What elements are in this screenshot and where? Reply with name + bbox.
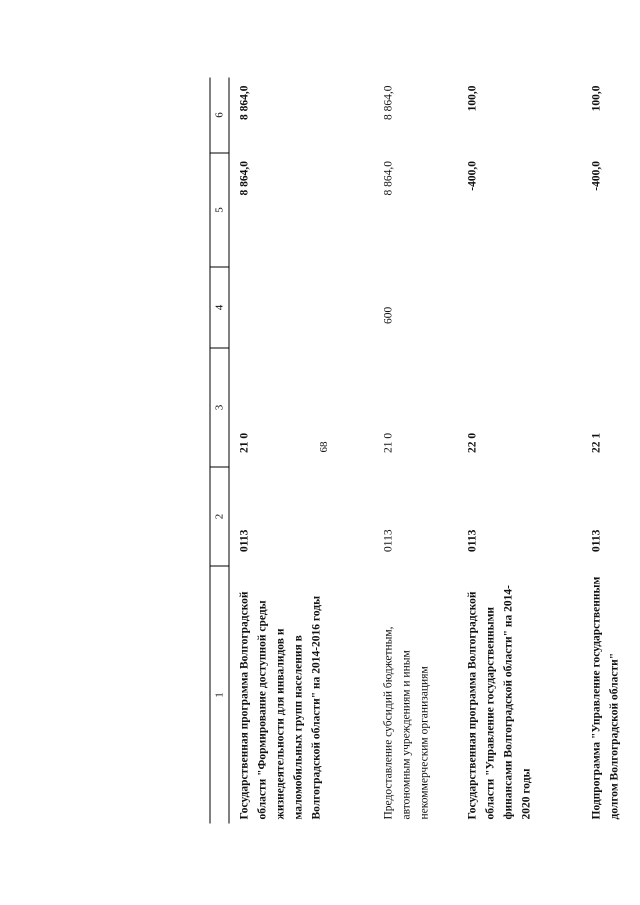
table-row [229,77,366,823]
row-name: Государственная программа Волгоградской области "Управление государственными финансами Волгоградской области" на 2014-2020 годы [466,584,533,819]
col-header-6: 6 [210,77,229,153]
row-name: Подпрограмма "Управление государственным долгом Волгоградской области" [590,576,621,819]
col-header-2: 2 [210,467,229,566]
row-amount-total: 8 864,0 [382,85,395,120]
row-program: 21 0 [238,432,251,453]
row-expense-type [574,267,640,348]
row-expense-type [229,267,366,348]
col-header-5: 5 [210,153,229,267]
col-header-1: 1 [210,566,229,824]
row-name: Государственная программа Волгоградской области "Формирование доступной среды жизнедеятельности для инвалидов и маломобильных групп населения в Волгоградской области" на 2014-2016 годы [238,590,323,819]
table-row [450,77,574,823]
row-amount-total: 100,0 [466,85,479,111]
row-program: 22 0 [466,432,479,453]
row-name: Предоставление субсидий бюджетным, автономным учреждениям и иным некоммерческим организациям [382,625,431,819]
row-amount-change: -400,0 [590,160,603,191]
row-code: 0113 [238,529,251,552]
row-amount-change: 8 864,0 [238,160,251,195]
row-code: 0113 [382,528,395,552]
row-program: 21 0 [382,432,395,453]
row-code: 0113 [590,529,603,552]
row-amount-total: 8 864,0 [238,85,251,120]
col-header-4: 4 [210,267,229,348]
header-row [210,77,229,823]
row-amount-change: -400,0 [466,160,479,191]
row-expense-type [450,267,574,348]
col-header-3: 3 [210,348,229,467]
row-code: 0113 [466,529,479,552]
row-expense-type: 600 [382,306,395,324]
page-number: 68 [318,441,330,453]
table-row [574,77,640,823]
budget-table [210,77,640,823]
row-program: 22 1 [590,432,603,453]
budget-table-rotated [210,82,621,823]
row-amount-total: 100,0 [590,85,603,111]
table-row [366,77,450,823]
row-amount-change: 8 864,0 [382,160,395,195]
